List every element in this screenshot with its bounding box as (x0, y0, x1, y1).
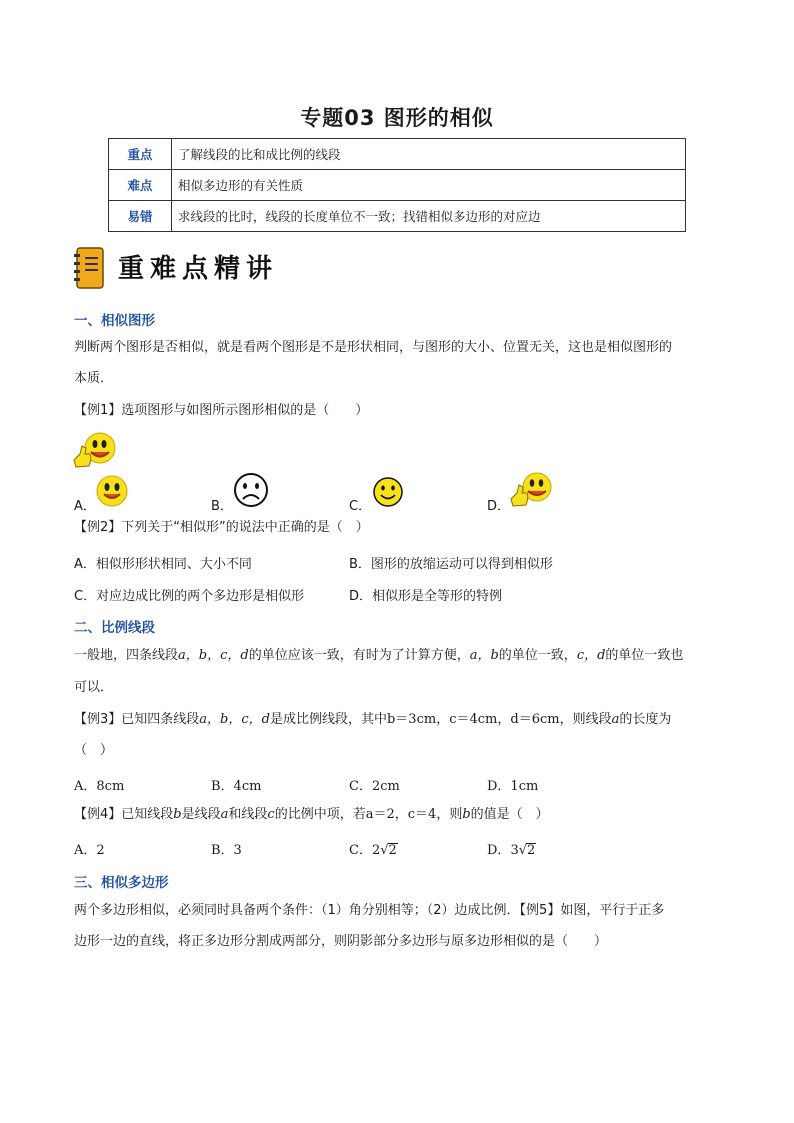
section-banner: 重难点精讲 (118, 254, 279, 284)
paragraph: 一般地，四条线段a，b，c，d的单位应该一致，有时为了计算方便，a，b的单位一致，c，d的单位一致也 (74, 648, 684, 663)
paragraph: 可以． (74, 680, 114, 695)
option-d: D．相似形是全等形的特例 (349, 589, 503, 604)
option-b: B． (211, 499, 233, 514)
option-c: C．2cm (349, 779, 400, 794)
option-d: D．3√2 (487, 843, 536, 858)
thumbs-up-smiley-icon (507, 472, 553, 508)
option-a: A．相似形形状相同、大小不同 (74, 557, 252, 572)
summary-key: 易错 (109, 201, 172, 232)
option-b: B．3 (211, 843, 242, 858)
option-d: D． (487, 499, 511, 514)
option-a: A．2 (74, 843, 105, 858)
option-d: D．1cm (487, 779, 539, 794)
summary-table (108, 138, 686, 232)
page-title: 专题03 图形的相似 (300, 106, 494, 130)
paragraph: 边形一边的直线，将正多边形分割成两部分，则阴影部分多边形与原多边形相似的是（ ） (74, 934, 608, 949)
paragraph: 本质． (74, 371, 114, 386)
option-a: A． (74, 499, 96, 514)
notebook-icon (74, 246, 106, 290)
option-b: B．图形的放缩运动可以得到相似形 (349, 557, 553, 572)
sad-face-icon (233, 472, 269, 508)
option-b: B．4cm (211, 779, 262, 794)
summary-value: 求线段的比时，线段的长度单位不一致；找错相似多边形的对应边 (172, 201, 686, 232)
example-2: 【例2】下列关于“相似形”的说法中正确的是（ ） (74, 520, 369, 535)
example-3: 【例3】已知四条线段a，b，c，d是成比例线段，其中b＝3cm，c＝4cm，d＝6cm，则线段a的长度为 (74, 712, 672, 727)
table-row (109, 139, 686, 170)
option-a: A．8cm (74, 779, 125, 794)
summary-key: 重点 (109, 139, 172, 170)
section-heading-proportional-segments: 二、比例线段 (74, 620, 155, 636)
summary-value: 了解线段的比和成比例的线段 (172, 139, 686, 170)
example-1: 【例1】选项图形与如图所示图形相似的是（ ） (74, 403, 369, 418)
table-row (109, 201, 686, 232)
section-heading-similar-polygons: 三、相似多边形 (74, 875, 169, 891)
outline-smiley-icon (372, 476, 404, 508)
option-c: C．2√2 (349, 843, 397, 858)
paragraph: 判断两个图形是否相似，就是看两个图形是不是形状相同，与图形的大小、位置无关，这也是相似图形的 (74, 340, 673, 355)
table-row (109, 170, 686, 201)
smiley-face-icon (95, 474, 129, 508)
example-4: 【例4】已知线段b是线段a和线段c的比例中项，若a＝2，c＝4，则b的值是（ ） (74, 807, 549, 822)
summary-key: 难点 (109, 170, 172, 201)
option-c: C． (349, 499, 372, 514)
option-c: C．对应边成比例的两个多边形是相似形 (74, 589, 305, 604)
example-3-blank: （ ） (74, 743, 114, 758)
thumbs-up-smiley-icon (70, 432, 118, 470)
paragraph: 两个多边形相似，必须同时具备两个条件：（1）角分别相等；（2）边成比例．【例5】如图，平行于正多 (74, 903, 665, 918)
section-heading-similar-figures: 一、相似图形 (74, 313, 155, 329)
summary-value: 相似多边形的有关性质 (172, 170, 686, 201)
